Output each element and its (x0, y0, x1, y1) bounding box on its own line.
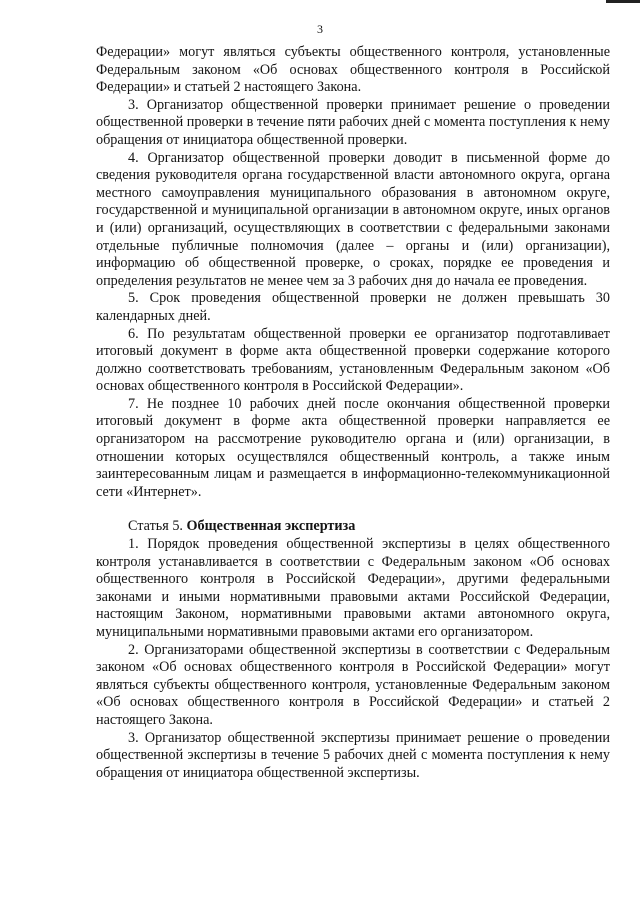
article5-item-1: 1. Порядок проведения общественной экспертизы в целях общественного контроля устанавливается в соответствии с Федеральным законом «Об основах общественного контроля в Российской Федерации», другими федеральными законами и иными нормативными правовыми актами Российской Федерации, настоящим Законом, нормативными правовыми актами автономного округа, муниципальными нормативными правовыми актами его организатором. (96, 536, 610, 640)
document-body (96, 44, 610, 782)
article5-item-2: 2. Организаторами общественной экспертизы в соответствии с Федеральным законом «Об основах общественного контроля в Российской Федерации» могут являться субъекты общественного контроля, установленные Федеральным законом «Об основах общественного контроля в Российской Федерации» и статьей 2 настоящего Закона. (96, 641, 610, 728)
paragraph-item-4: 4. Организатор общественной проверки доводит в письменной форме до сведения руководителя органа государственной власти автономного округа, органа местного самоуправления муниципального образования в автономном округе, государственной и муниципальной организации в автономном округе, иных органов и (или) организаций, осуществляющих в соответствии с федеральными законами отдельные публичные полномочия (далее – органы и (или) организации), информацию об общественной проверке, о сроках, порядке ее проведения и определения результатов не менее чем за 3 рабочих дня до начала ее проведения. (96, 149, 610, 289)
paragraph-item-6: 6. По результатам общественной проверки ее организатор подготавливает итоговый документ в форме акта общественной проверки содержание которого должно соответствовать требованиям, установленным Федеральным законом «Об основах общественного контроля в Российской Федерации». (96, 325, 610, 395)
scan-edge-mark (606, 0, 640, 3)
page-number: 3 (317, 22, 323, 36)
article-title: Общественная экспертиза (186, 518, 356, 535)
paragraph-item-3: 3. Организатор общественной проверки принимает решение о проведении общественной проверки в течение пяти рабочих дней с момента поступления к нему обращения от инициатора общественной проверки. (96, 96, 610, 148)
article-number: Статья 5. (128, 518, 187, 535)
section-spacer (96, 501, 610, 518)
article5-item-3: 3. Организатор общественной экспертизы принимает решение о проведении общественной экспертизы в течение 5 рабочих дней с момента поступления к нему обращения от инициатора общественной экспертизы. (96, 729, 610, 781)
paragraph-item-7: 7. Не позднее 10 рабочих дней после окончания общественной проверки итоговый документ в форме акта общественной проверки направляется ее организатором на рассмотрение руководителю органа и (или) организации, в отношении которых осуществлялся общественный контроль, а также иным заинтересованным лицам и размещается в информационно-телекоммуникационной сети «Интернет». (96, 395, 610, 500)
article-heading (96, 518, 610, 536)
paragraph-item-5: 5. Срок проведения общественной проверки не должен превышать 30 календарных дней. (96, 290, 610, 324)
paragraph-continuation: Федерации» могут являться субъекты общественного контроля, установленные Федеральным законом «Об основах общественного контроля в Российской Федерации» и статьей 2 настоящего Закона. (96, 44, 610, 96)
